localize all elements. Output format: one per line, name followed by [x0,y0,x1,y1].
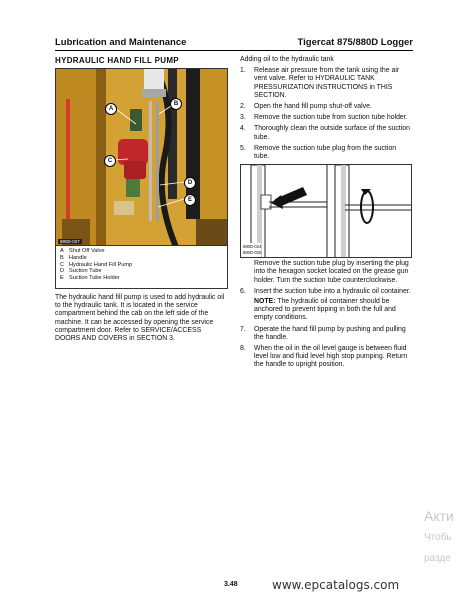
step-text: Thoroughly clean the outside surface of the suction tube. [254,125,410,141]
step-number: 1. [240,67,246,75]
procedure-step [240,103,412,111]
legend-text: Handle [69,254,87,261]
procedure-step [240,326,412,342]
header-section-title: Lubrication and Maintenance [55,37,187,48]
legend-key: D [60,268,65,275]
legend-row [60,275,223,282]
callout-a: A [105,103,117,115]
section-heading: HYDRAULIC HAND FILL PUMP [55,56,179,65]
diagram-id-bottom: 880D-025 [243,249,261,257]
photo-legend [55,246,228,289]
pump-photo-illustration [56,69,228,246]
procedure-step [240,114,412,122]
pump-photo [55,68,228,246]
callout-e: E [184,194,196,206]
procedure-step [240,125,412,141]
plug-removal-drawing [241,165,412,258]
step-number: 8. [240,345,246,353]
step-text: Remove the suction tube plug from the suction tube. [254,144,397,161]
legend-row [60,262,223,269]
step5-detail: Remove the suction tube plug by inserting the plug into the hexagon socket located on the grease gun holder. Turn the suction tube counterclockwise. [254,260,409,284]
procedure-step [240,288,412,323]
pump-description: The hydraulic hand fill pump is used to add hydraulic oil to the hydraulic tank. It is located in the service compartment behind the cab on the left side of the machine. It can be accessed by opening the service compartment door. Refer to SERVICE/ACCESS DOORS AND COVERS in SECTION 3. [55,294,225,343]
procedure-column [240,56,412,373]
step-number: 6. [240,287,246,295]
legend-row [60,268,223,275]
procedure-step [240,145,412,161]
legend-key: E [60,275,64,282]
procedure-step [240,345,412,370]
step-number: 2. [240,103,246,111]
activation-overlay-line-3: разде [424,553,451,564]
photo-figure-id: 880D-027 [60,239,80,244]
step-number: 5. [240,144,246,152]
plug-removal-diagram [240,164,412,258]
legend-text: Hydraulic Hand Fill Pump [69,261,133,268]
legend-row [60,248,223,255]
step-text: Insert the suction tube into a hydraulic oil container. [254,287,411,295]
legend-key: A [60,248,64,254]
legend-text: Suction Tube Holder [69,275,120,282]
legend-text: Suction Tube [69,268,102,275]
callout-c: C [104,155,116,167]
callout-d: D [184,177,196,189]
step-number: 4. [240,125,246,133]
note-text: The hydraulic oil container should be anchored to prevent tipping in both the full and empty conditions. [254,298,396,322]
site-watermark: www.epcatalogs.com [272,578,400,592]
step-text: Operate the hand fill pump by pushing and pulling the handle. [254,325,406,341]
header-model-title: Tigercat 875/880D Logger [297,37,413,48]
callout-b: B [170,98,182,110]
step-text: Remove the suction tube from suction tube holder. [254,114,408,122]
step-number: 3. [240,114,246,122]
note-label: NOTE: [254,298,276,306]
header-rule [55,50,413,51]
step-text: Open the hand fill pump shut-off valve. [254,103,372,111]
step-text: Release air pressure from the tank using the air vent valve. Refer to HYDRAULIC TANK PRESSURIZATION INSTRUCTIONS in THIS SECTION. [254,67,400,99]
legend-key: B [60,254,64,261]
diagram-id-top: 880D-024 [243,243,261,251]
step-text: When the oil in the oil level gauge is between fluid level low and fluid level high stop pumping. Return the handle to upright position. [254,345,408,369]
procedure-step [240,67,412,100]
step-number: 7. [240,325,246,333]
legend-key: C [60,261,65,268]
activation-overlay-line-1: Акти [424,508,454,524]
legend-row [60,255,223,262]
legend-text: Shut Off Valve [69,248,105,254]
procedure-intro: Adding oil to the hydraulic tank [240,56,334,63]
page-number: 3.48 [224,581,238,588]
activation-overlay-line-2: Чтобь [424,532,452,543]
note-block [254,298,412,323]
